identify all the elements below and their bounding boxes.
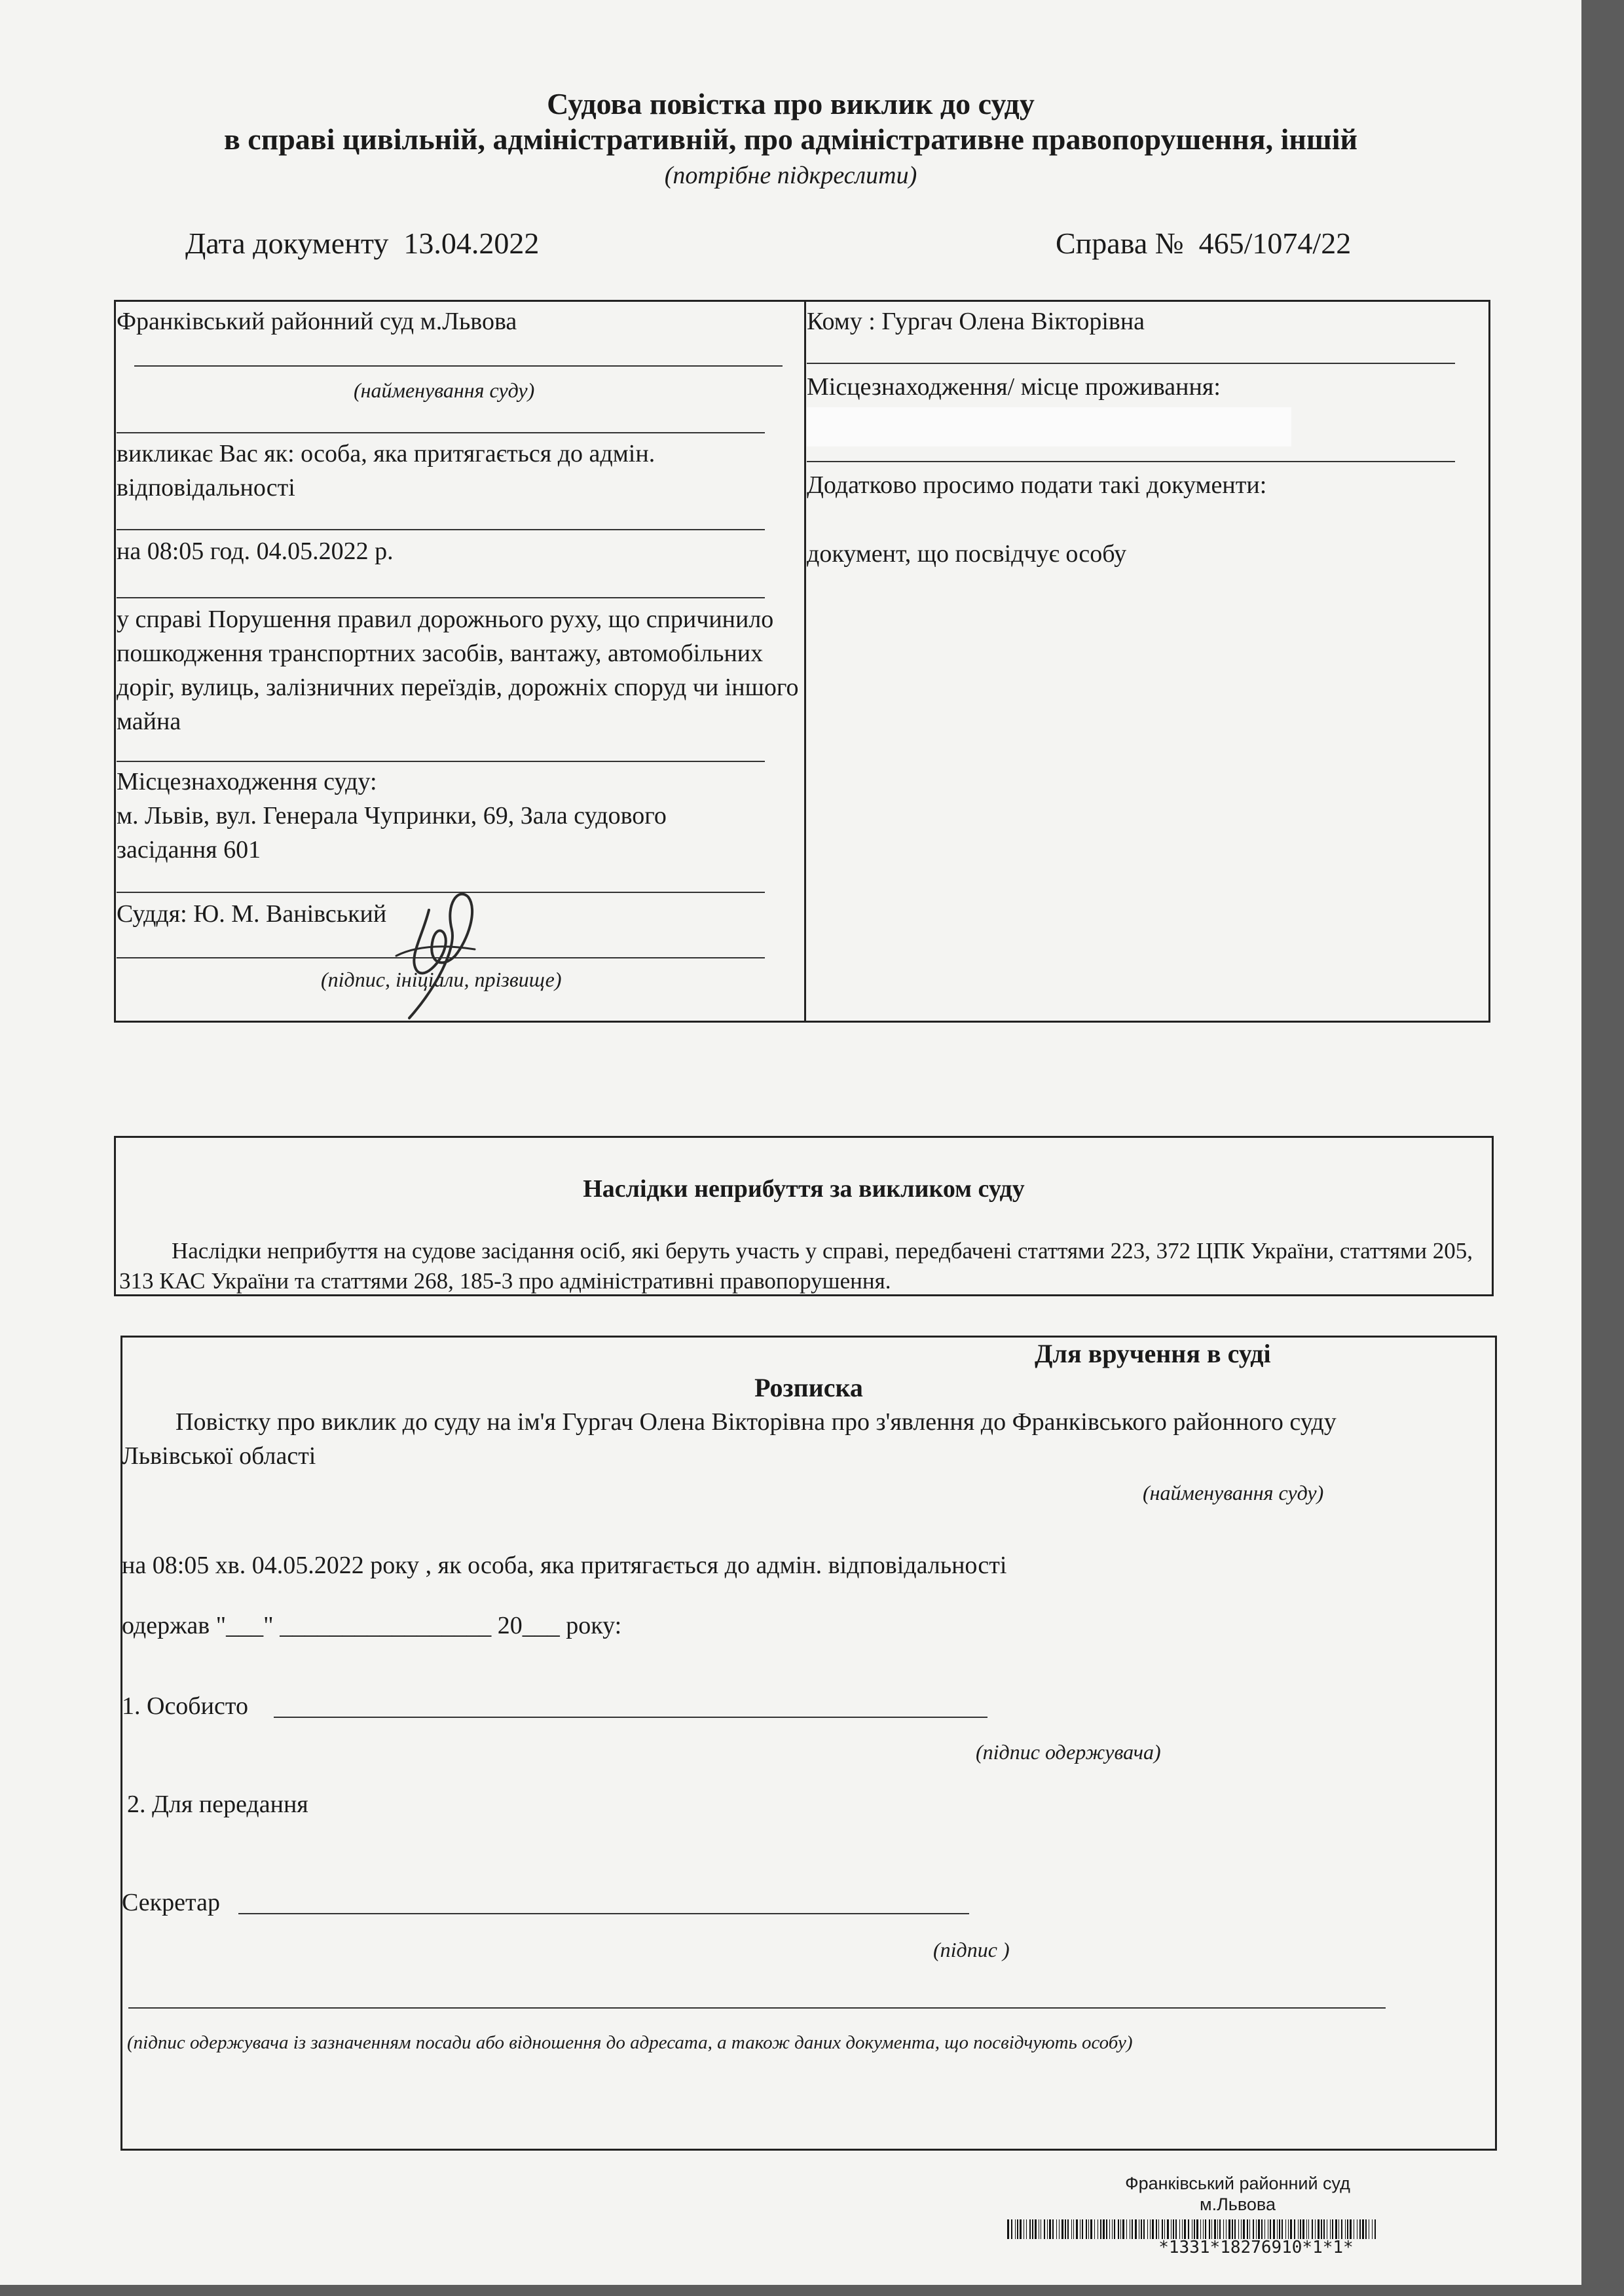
barcode-bar bbox=[1270, 2219, 1271, 2239]
barcode-bar bbox=[1152, 2219, 1154, 2239]
divider-line bbox=[117, 597, 765, 598]
document-title: Судова повістка про виклик до суду bbox=[547, 87, 1035, 120]
barcode-bar bbox=[1214, 2219, 1216, 2239]
summons-role: викликає Вас як: особа, яка притягається до адмін. відповідальності bbox=[117, 440, 655, 501]
barcode-bar bbox=[1135, 2219, 1137, 2239]
barcode-bar bbox=[1243, 2219, 1245, 2239]
barcode-bar bbox=[1141, 2219, 1142, 2239]
secretary-label: Секретар bbox=[122, 1889, 220, 1916]
barcode-bar bbox=[1308, 2219, 1309, 2239]
barcode-bar bbox=[1282, 2219, 1283, 2239]
barcode-bar bbox=[1273, 2219, 1275, 2239]
residence-underline bbox=[807, 461, 1455, 462]
barcode-bar bbox=[1132, 2219, 1133, 2239]
barcode-bar bbox=[1162, 2219, 1163, 2239]
barcode-bar bbox=[1059, 2219, 1060, 2239]
recipient-details-caption: (підпис одержувача із зазначенням посади або відношення до адресата, а також даних документа, що посвідчують особу) bbox=[127, 2032, 1133, 2053]
divider-line bbox=[117, 761, 765, 762]
barcode-bar bbox=[1179, 2219, 1180, 2239]
barcode-bar bbox=[1321, 2219, 1322, 2239]
barcode-bar bbox=[1232, 2219, 1233, 2239]
recipient-underline bbox=[807, 363, 1455, 364]
barcode-bar bbox=[1065, 2219, 1066, 2239]
secretary-signature-line[interactable] bbox=[238, 1913, 969, 1914]
judge-caption: (підпис, ініціали, прізвище) bbox=[321, 968, 562, 991]
column-divider bbox=[804, 300, 806, 1023]
recipient-signature-caption: (підпис одержувача) bbox=[976, 1740, 1161, 1764]
barcode-bar bbox=[1086, 2219, 1087, 2239]
barcode-bar bbox=[1211, 2219, 1212, 2239]
barcode-bar bbox=[1238, 2219, 1239, 2239]
barcode-bar bbox=[1264, 2219, 1265, 2239]
barcode-bar bbox=[1279, 2219, 1280, 2239]
barcode-bar bbox=[1011, 2219, 1012, 2239]
barcode-bar bbox=[1049, 2219, 1051, 2239]
residence-label: Місцезнаходження/ місце проживання: bbox=[807, 373, 1221, 401]
barcode-bar bbox=[1294, 2219, 1295, 2239]
barcode-bar bbox=[1375, 2219, 1376, 2239]
barcode-bar bbox=[1082, 2219, 1083, 2239]
barcode-bar bbox=[1200, 2219, 1201, 2239]
barcode-bar bbox=[1073, 2219, 1074, 2239]
consequences-text: Наслідки неприбуття на судове засідання осіб, які беруть участь у справі, передбачені статтями 223, 372 ЦПК України, статтями 205, 313 КАС України та статтями 268, 185-3 про адміністративні правопорушення. bbox=[119, 1238, 1473, 1294]
court-name-underline bbox=[134, 365, 783, 367]
barcode-bar bbox=[1103, 2219, 1105, 2239]
barcode-bar bbox=[1067, 2219, 1069, 2239]
documents-value: документ, що посвідчує особу bbox=[807, 540, 1127, 568]
barcode-bar bbox=[1226, 2219, 1227, 2239]
barcode-bar bbox=[1196, 2219, 1198, 2239]
barcode-bar bbox=[1298, 2219, 1299, 2239]
barcode-bar bbox=[1029, 2219, 1031, 2239]
barcode-bar bbox=[1175, 2219, 1177, 2239]
barcode-bar bbox=[1015, 2219, 1016, 2239]
barcode-bar bbox=[1315, 2219, 1316, 2239]
barcode-bar bbox=[1052, 2219, 1054, 2239]
barcode-bar bbox=[1347, 2219, 1348, 2239]
judge-signature bbox=[383, 884, 494, 1021]
court-location-value: м. Львів, вул. Генерала Чупринки, 69, Зала судового засідання 601 bbox=[117, 802, 667, 864]
consequences-title: Наслідки неприбуття за викликом суду bbox=[583, 1175, 1025, 1203]
barcode-bar bbox=[1203, 2219, 1204, 2239]
receipt-title: Розписка bbox=[754, 1373, 863, 1402]
barcode-bar bbox=[1223, 2219, 1224, 2239]
barcode-bar bbox=[1017, 2219, 1018, 2239]
barcode-bar bbox=[1076, 2219, 1078, 2239]
barcode-bar bbox=[1032, 2219, 1033, 2239]
barcode-bar bbox=[1219, 2219, 1221, 2239]
barcode-bar bbox=[1318, 2219, 1320, 2239]
barcode-bar bbox=[1150, 2219, 1151, 2239]
barcode-bar bbox=[1109, 2219, 1110, 2239]
barcode-bar bbox=[1007, 2219, 1009, 2239]
barcode-bar bbox=[1330, 2219, 1331, 2239]
barcode-bar bbox=[1350, 2219, 1352, 2239]
recipient-name: Кому : Гургач Олена Вікторівна bbox=[807, 308, 1145, 335]
court-name: Франківський районний суд м.Львова bbox=[117, 308, 517, 335]
barcode-bar bbox=[1035, 2219, 1037, 2239]
barcode-bar bbox=[1323, 2219, 1325, 2239]
barcode-bar bbox=[1249, 2219, 1250, 2239]
hearing-time: на 08:05 год. 04.05.2022 р. bbox=[117, 538, 394, 565]
receipt-court-caption: (найменування суду) bbox=[1143, 1481, 1324, 1504]
barcode-bar bbox=[1126, 2219, 1127, 2239]
barcode-bar bbox=[1118, 2219, 1119, 2239]
divider-line bbox=[117, 432, 765, 433]
barcode-bar bbox=[1372, 2219, 1373, 2239]
barcode-bar bbox=[1100, 2219, 1101, 2239]
barcode-bar bbox=[1312, 2219, 1313, 2239]
barcode-bar bbox=[1306, 2219, 1307, 2239]
court-location-label: Місцезнаходження суду: bbox=[117, 768, 377, 795]
barcode-bar bbox=[1365, 2219, 1367, 2239]
barcode-bar bbox=[1247, 2219, 1248, 2239]
barcode-bar bbox=[1156, 2219, 1157, 2239]
receipt-time-line: на 08:05 хв. 04.05.2022 року , як особа, яка притягається до адмін. відповідальності bbox=[122, 1552, 1007, 1579]
underline-note: (потрібне підкреслити) bbox=[664, 162, 917, 189]
personally-signature-line[interactable] bbox=[274, 1717, 987, 1718]
barcode-bar bbox=[1258, 2219, 1260, 2239]
barcode-bar bbox=[1253, 2219, 1254, 2239]
barcode-bar bbox=[1217, 2219, 1218, 2239]
barcode-bar bbox=[1090, 2219, 1092, 2239]
barcode-text: *1331*18276910*1*1* bbox=[1158, 2238, 1354, 2257]
barcode-bar bbox=[1071, 2219, 1072, 2239]
barcode-bar bbox=[1302, 2219, 1304, 2239]
barcode-bar bbox=[1359, 2219, 1361, 2239]
barcode-bar bbox=[1345, 2219, 1346, 2239]
barcode-bar bbox=[1088, 2219, 1089, 2239]
barcode-bar bbox=[1362, 2219, 1364, 2239]
barcode-bar bbox=[1044, 2219, 1045, 2239]
barcode-bar bbox=[1061, 2219, 1063, 2239]
barcode-bar bbox=[1277, 2219, 1278, 2239]
footer-court-line2: м.Львова bbox=[1200, 2195, 1276, 2214]
barcode-bar bbox=[1184, 2219, 1186, 2239]
date-value: 13.04.2022 bbox=[403, 227, 540, 260]
transfer-label: 2. Для передання bbox=[127, 1791, 308, 1818]
barcode-bar bbox=[1332, 2219, 1333, 2239]
barcode-bar bbox=[1047, 2219, 1048, 2239]
for-court-label: Для вручення в суді bbox=[1035, 1339, 1271, 1368]
barcode-bar bbox=[1194, 2219, 1195, 2239]
barcode-bar bbox=[1241, 2219, 1242, 2239]
barcode-bar bbox=[1228, 2219, 1230, 2239]
barcode-bar bbox=[1209, 2219, 1210, 2239]
barcode-bar bbox=[1288, 2219, 1289, 2239]
barcode-bar bbox=[1285, 2219, 1286, 2239]
barcode-bar bbox=[1167, 2219, 1169, 2239]
barcode-bar bbox=[1234, 2219, 1236, 2239]
barcode-bar bbox=[1182, 2219, 1183, 2239]
barcode-bar bbox=[1158, 2219, 1159, 2239]
case-value: 465/1074/22 bbox=[1198, 227, 1352, 260]
barcode-bar bbox=[1205, 2219, 1206, 2239]
barcode-bar bbox=[1026, 2219, 1027, 2239]
barcode-bar bbox=[1290, 2219, 1292, 2239]
barcode-bar bbox=[1341, 2219, 1342, 2239]
date-label: Дата документу bbox=[185, 227, 389, 260]
barcode-bar bbox=[1188, 2219, 1189, 2239]
receipt-line1: Повістку про виклик до суду на ім'я Гургач Олена Вікторівна про з'явлення до Франківського районного суду bbox=[175, 1408, 1337, 1436]
barcode-bar bbox=[1171, 2219, 1172, 2239]
document-subtitle: в справі цивільній, адміністративній, про адміністративне правопорушення, іншій bbox=[223, 122, 1358, 156]
judge-name: Суддя: Ю. М. Ванівський bbox=[117, 900, 387, 928]
barcode-bar bbox=[1122, 2219, 1124, 2239]
case-number bbox=[1056, 226, 1351, 261]
barcode-bar bbox=[1256, 2219, 1257, 2239]
barcode-bar bbox=[1120, 2219, 1121, 2239]
barcode-bar bbox=[1056, 2219, 1057, 2239]
document-barcode bbox=[1007, 2219, 1505, 2239]
divider-line bbox=[117, 529, 765, 530]
barcode-bar bbox=[1114, 2219, 1115, 2239]
barcode-bar bbox=[1300, 2219, 1301, 2239]
recipient-details-line[interactable] bbox=[128, 2007, 1386, 2009]
barcode-bar bbox=[1173, 2219, 1174, 2239]
footer-court-line1: Франківський районний суд bbox=[1125, 2174, 1350, 2193]
receipt-line1-cont: Львівської області bbox=[122, 1442, 316, 1470]
barcode-bar bbox=[1335, 2219, 1337, 2239]
barcode-bar bbox=[1143, 2219, 1145, 2239]
barcode-bar bbox=[1112, 2219, 1113, 2239]
personally-label: 1. Особисто bbox=[122, 1692, 248, 1720]
receipt-received: одержав "___" _________________ 20___ року: bbox=[122, 1612, 622, 1639]
barcode-bar bbox=[1106, 2219, 1107, 2239]
documents-request: Додатково просимо подати такі документи: bbox=[807, 471, 1267, 499]
barcode-bar bbox=[1094, 2219, 1095, 2239]
barcode-bar bbox=[1338, 2219, 1339, 2239]
barcode-bar bbox=[1164, 2219, 1165, 2239]
secretary-sign-caption: (підпис ) bbox=[933, 1938, 1010, 1961]
barcode-bar bbox=[1261, 2219, 1263, 2239]
court-name-caption: (найменування суду) bbox=[354, 378, 535, 402]
barcode-bar bbox=[1020, 2219, 1022, 2239]
case-subject: у справі Порушення правил дорожнього руху, що спричинило пошкодження транспортних засобів, вантажу, автомобільних доріг, вулиць, залізничних переїздів, дорожніх споруд чи іншого майна bbox=[117, 606, 799, 735]
case-label: Справа № bbox=[1056, 227, 1184, 260]
redacted-address bbox=[807, 407, 1291, 446]
document-date bbox=[185, 226, 539, 261]
barcode-bar bbox=[1147, 2219, 1148, 2239]
